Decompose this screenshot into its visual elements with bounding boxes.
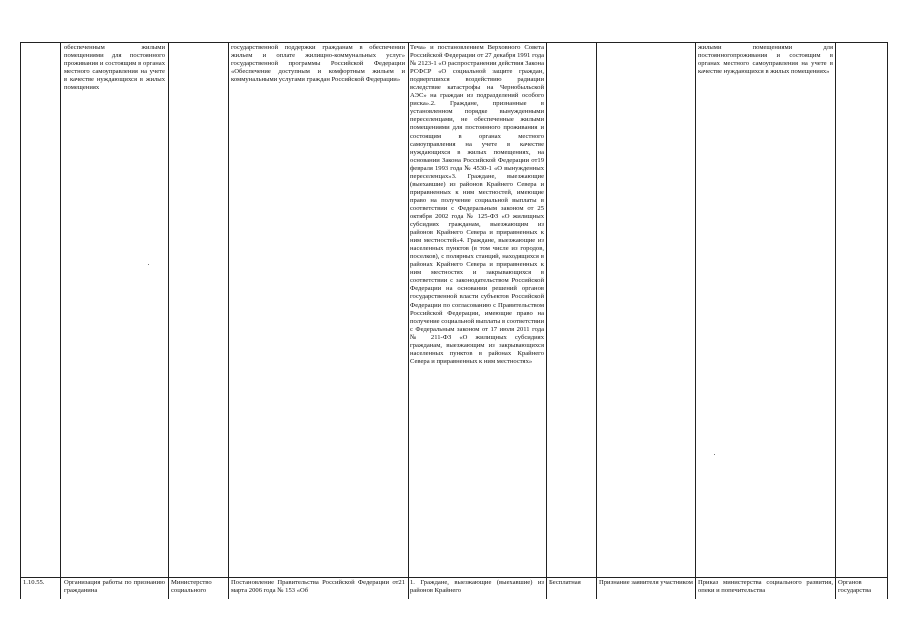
table-grid [20, 42, 888, 599]
cell-bottom-col8: Приказ министерства социального развития, опеки и попечительства [698, 579, 833, 595]
cell-top-col8: жилыми помещениями для постоянногопроживания и состоящим в органах местного самоуправления на учете в качестве нуждающихся в жилых помещениях» [698, 44, 833, 76]
cell-top-col2: обеспеченным жилыми помещениями для постоянного проживания и состоящим в органах местного самоуправления на учете в качестве нуждающихся в жилых помещениях [64, 44, 165, 92]
row-divider [20, 577, 888, 578]
cell-bottom-col7: Признание заявителя участником [599, 579, 693, 586]
row-number: 1.10.55. [23, 579, 45, 586]
table-border-right [887, 42, 888, 599]
column-divider [695, 42, 696, 599]
cell-top-col5: Теча» и постановлением Верховного Совета Российской Федерации от 27 декабря 1991 года № 2123-1 «О распространении действия Закона РСФСР «О социальной защите граждан, подвергшихся воздействию радиации вследствие катастрофы на Чернобыльской АЭС» на граждан из подразделений особого риска».2. Граждане, признанные в установленном порядке вынужденными переселенцами, не обеспеченные жилыми помещениями для постоянного проживания и состоящим в органах местного самоуправления на учете в качестве нуждающихся в жилых помещениях, на основании Закона Российской Федерации от19 февраля 1993 года № 4530-1 «О вынужденных переселенцах»3. Граждане, выезжающие (выехавшие) из районов Крайнего Севера и приравненных к ним местностей, имеющие право на получение социальной выплаты в соответствии с Федеральным законом от 25 октября 2002 года № 125-ФЗ «О жилищных субсидиях гражданам, выезжающим из районов Крайнего Севера и приравненных к ним местностей»4. Граждане, выезжающие из населенных пунктов (в том числе из городов, поселков), с полярных станций, находящихся в районах Крайнего Севера и приравненных к ним местностях и закрывающихся в соответствии с законодательством Российской Федерации на основании решений органов государственной власти субъектов Российской Федерации по согласованию с Правительством Российской Федерации, имеющие право на получение социальной выплаты в соответствии с Федеральным законом от 17 июля 2011 года № 211-ФЗ «О жилищных субсидиях гражданам, выезжающим из закрывающихся населенных пунктов в районах Крайнего Севера и приравненных к ним местностях» [410, 44, 544, 365]
table-border-left [20, 42, 21, 599]
cell-bottom-col6: Бесплатная [549, 579, 581, 586]
column-divider [168, 42, 169, 599]
table-border-top [20, 42, 888, 43]
column-divider [228, 42, 229, 599]
cell-bottom-col3: Министерство социального [171, 579, 212, 595]
cell-bottom-col9: Органов государства [838, 579, 872, 595]
column-divider [60, 42, 61, 599]
scan-speck [714, 454, 715, 455]
scan-speck [148, 264, 149, 265]
column-divider [835, 42, 836, 599]
cell-bottom-col4: Постановление Правительства Российской Федерации от21 марта 2006 года № 153 «Об [231, 579, 405, 595]
column-divider [546, 42, 547, 599]
column-divider [596, 42, 597, 599]
cell-bottom-col5: 1. Граждане, выезжающие (выехавшие) из районов Крайнего [410, 579, 544, 595]
cell-top-col4: государственной поддержки гражданам в обеспечении жильем и оплате жилищно-коммунальных услуг» государственной программы Российской Федерации «Обеспечение доступным и комфортным жильем и коммунальными услугами граждан Российской Федерации» [231, 44, 405, 84]
column-divider [408, 42, 409, 599]
cell-bottom-col2: Организация работы по признанию гражданина [64, 579, 165, 595]
